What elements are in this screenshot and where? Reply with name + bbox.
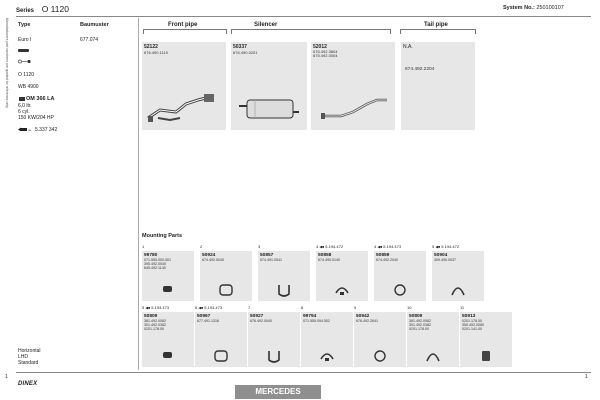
mount-part-codes: 674.492.0040 (202, 258, 224, 262)
mount-part-box (354, 312, 406, 367)
mount-index-num: 5 (432, 244, 435, 249)
page-number-right: 1 (585, 374, 588, 380)
mount-index (142, 305, 169, 311)
svg-text:no: no (28, 128, 32, 132)
series-label: Series (16, 8, 35, 14)
model-name: O 1120 (18, 72, 35, 78)
mount-part-box (258, 251, 310, 301)
mount-part-codes: 309.490.0037 (434, 258, 456, 262)
mount-index (316, 244, 343, 250)
mount-index-num: 8 (301, 305, 304, 310)
config-orientation: Horizontal (18, 348, 41, 354)
part-number: 52012 (313, 44, 327, 50)
mount-part-icon (160, 283, 176, 299)
part-number: 50337 (233, 44, 247, 50)
front-pipe-bracket (143, 29, 227, 34)
mount-part-box (301, 312, 353, 367)
config-drive: LHD (18, 354, 29, 360)
mount-index (301, 305, 303, 311)
series-header (16, 4, 69, 14)
part-silencer[interactable] (231, 42, 307, 130)
mount-index-num: 1 (142, 244, 145, 249)
reference-note-text: Manufacturers part numbers are quoted for reference only (5, 18, 9, 108)
mount-part-codes: 674.492.2040 (376, 258, 398, 262)
mount-part-number: 99780 (144, 253, 158, 258)
wheelbase: WB 4900 (18, 84, 39, 90)
mount-part-icon (334, 283, 350, 299)
mount-part-icon (160, 349, 176, 365)
system-label: System No.: (503, 5, 535, 11)
engine-cylinders: 6 cyl. (18, 109, 30, 115)
mount-part-codes: 676.492.0040 (250, 319, 272, 323)
mount-part-box (248, 312, 300, 367)
mount-part-icon (213, 349, 229, 365)
mount-date-note: 5.194.473 (151, 305, 170, 310)
mount-index (195, 305, 222, 311)
mount-part-number: 50942 (356, 314, 370, 319)
mount-index (374, 244, 401, 250)
date-icon: ◀■ (319, 245, 325, 249)
mount-index-num: 3 (258, 244, 261, 249)
config-variant: Standard (18, 360, 39, 366)
mount-index-num: 9 (354, 305, 357, 310)
part-code: 674.492.2204 (405, 67, 435, 72)
mount-part-codes: 381.492.0082 301.492.0382 0201.178.00 (409, 319, 431, 332)
mount-date-note: 5.194.472 (325, 244, 344, 249)
mount-index-num: 11 (460, 305, 465, 310)
mount-part-codes: 676.492.2641 (356, 319, 378, 323)
mount-part-codes: 674.490.0140 (318, 258, 340, 262)
reference-note (3, 18, 9, 378)
mount-index (248, 305, 250, 311)
mount-part-codes: 071.555.000.501 395.492.0040 645.492.1140 (144, 258, 171, 271)
mount-part-icon (450, 283, 466, 299)
part-code: 676.490.0201 (233, 50, 258, 55)
mount-index (142, 244, 144, 250)
mount-part-icon (319, 349, 335, 365)
tail-pipe-title: Tail pipe (424, 22, 448, 28)
mount-part-number: 50809 (144, 314, 158, 319)
brand-banner: MERCEDES (235, 385, 321, 399)
mount-part-number: 50967 (197, 314, 211, 319)
mount-part-number: 50913 (462, 314, 476, 319)
mount-part-box (142, 251, 194, 301)
mount-index (460, 305, 464, 311)
part-number: N.A. (403, 44, 413, 50)
engine-displacement: 6,0 ltr. (18, 103, 32, 109)
mount-part-number: 50857 (260, 253, 274, 258)
silencer-drawing (237, 94, 301, 124)
mount-index-num: 10 (407, 305, 412, 310)
part-number: 52122 (144, 44, 158, 50)
mount-part-box (374, 251, 426, 301)
part-code: 676.490.1119 (144, 50, 168, 55)
mount-part-codes: 677.491.1316 (197, 319, 219, 323)
baumuster-value: 677.074 (80, 37, 99, 43)
mount-part-number: 50858 (318, 253, 332, 258)
euro-class: Euro I (18, 37, 32, 43)
baumuster-label: Baumuster (80, 22, 109, 28)
series-value: O 1120 (41, 4, 69, 14)
mount-part-number: 50809 (409, 314, 423, 319)
mount-part-number: 99794 (303, 314, 317, 319)
part-front-pipe[interactable] (142, 42, 226, 130)
mount-part-icon (392, 283, 408, 299)
mount-part-box (142, 312, 194, 367)
panel-divider (138, 18, 139, 370)
axle-icon (18, 59, 32, 66)
date-code: 5.337 342 (35, 127, 58, 133)
mount-part-codes: 071.555.094.502 (303, 319, 330, 323)
mount-part-codes: 674.491.0541 (260, 258, 282, 262)
mount-part-box (200, 251, 252, 301)
front-pipe-title: Front pipe (168, 22, 198, 28)
type-label: Type (18, 22, 31, 28)
mount-index-num: 4 (316, 244, 319, 249)
mount-index (200, 244, 202, 250)
part-intermediate-pipe[interactable] (311, 42, 395, 130)
tail-pipe-bracket (400, 29, 476, 34)
engine-code: OM 366 LA (26, 96, 55, 102)
mount-part-icon (276, 283, 292, 299)
mount-part-box (407, 312, 459, 367)
mount-index (258, 244, 260, 250)
mount-part-icon (218, 283, 234, 299)
front-pipe-drawing (146, 92, 222, 126)
mount-part-icon (372, 349, 388, 365)
mount-date-note: 5.194.472 (441, 244, 460, 249)
bus-icon (18, 48, 29, 54)
mount-part-icon (266, 349, 282, 365)
silencer-title: Silencer (254, 22, 278, 28)
engine-power: 150 KW/204 HP (18, 115, 54, 121)
mount-part-box (316, 251, 368, 301)
vehicle-info-panel (16, 20, 134, 375)
intermediate-pipe-drawing (319, 92, 391, 122)
mount-part-number: 50924 (202, 253, 216, 258)
mount-index (432, 244, 459, 250)
system-value: 250100107 (536, 5, 564, 11)
mount-part-box (195, 312, 247, 367)
date-icon: ◀■ (145, 306, 151, 310)
mount-date-note: 5.194.473 (204, 305, 223, 310)
mount-part-number: 50927 (250, 314, 264, 319)
header-rule (16, 16, 591, 17)
mount-index (354, 305, 356, 311)
date-icon: ◀■ (435, 245, 441, 249)
dinex-logo: DINEX (18, 381, 38, 387)
mount-index-num: 6 (195, 305, 198, 310)
silencer-bracket (231, 29, 391, 34)
mount-date-note: 5.194.473 (383, 244, 402, 249)
mount-index (407, 305, 411, 311)
mount-part-codes: 0201.178.00 350.492.0080 0201.141.00 (462, 319, 484, 332)
config-note (18, 348, 41, 366)
mount-part-box (460, 312, 512, 367)
date-icon: ◀■ (377, 245, 383, 249)
mount-part-number: 50859 (376, 253, 390, 258)
mount-part-box (432, 251, 484, 301)
mount-part-codes: 381.492.0082 301.492.0382 0201.178.00 (144, 319, 166, 332)
date-icon: ◀■ (198, 306, 204, 310)
mount-part-icon (425, 349, 441, 365)
part-tail-pipe[interactable] (401, 42, 475, 130)
part-code: 676.492.3804 675.492.0004 (313, 49, 338, 59)
mount-part-number: 50904 (434, 253, 448, 258)
mount-index-num: 2 (200, 244, 203, 249)
mount-index-num: 5 (142, 305, 145, 310)
date-icon (18, 127, 34, 134)
mounting-parts-title: Mounting Parts (142, 233, 183, 239)
mount-index-num: 7 (248, 305, 251, 310)
mount-part-icon (478, 349, 494, 365)
page-number-left: 1 (5, 374, 8, 380)
system-header (503, 5, 564, 11)
mount-index-num: 4 (374, 244, 377, 249)
